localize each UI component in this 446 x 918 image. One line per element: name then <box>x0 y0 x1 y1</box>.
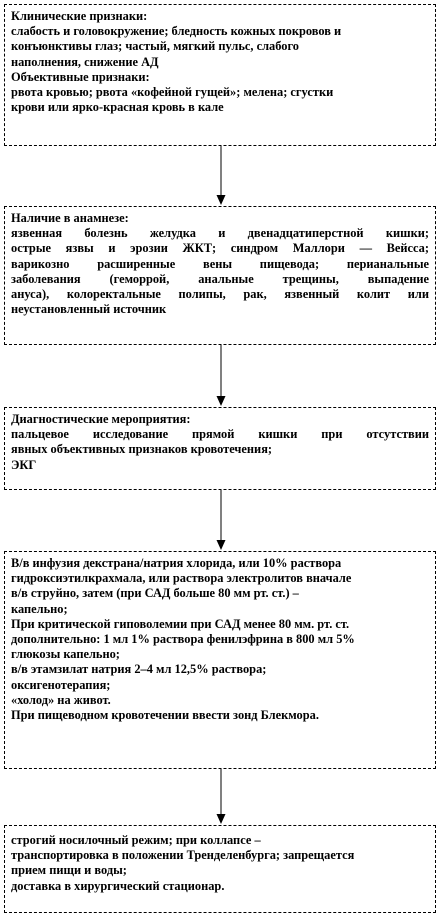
box4-line: капельно; <box>11 601 68 616</box>
box2-line: неустановленный источник <box>11 302 167 317</box>
box2-line: язвенная болезнь желудка и двенадцатиперстной кишки; <box>11 226 429 241</box>
box4-line: При критической гиповолемии при САД менее 80 мм. рт. ст. <box>11 616 350 631</box>
arrow-down-icon <box>213 769 229 825</box>
box4-line: в/в этамзилат натрия 2–4 мл 12,5% раствора; <box>11 662 267 677</box>
arrow-down-icon <box>213 345 229 407</box>
box3-line: ЭКГ <box>11 457 37 472</box>
box5-line: прием пищи и воды; <box>11 863 127 878</box>
box1-heading: Клинические признаки: <box>11 9 148 23</box>
box4-line: В/в инфузия декстрана/натрия хлорида, или 10% раствора <box>11 556 342 570</box>
box5-line: транспортировка в положении Тренделенбурга; запрещается <box>11 848 355 863</box>
box4-line: глюкозы капельно; <box>11 647 120 662</box>
clinical-signs-box <box>4 4 436 146</box>
box4-line: гидроксиэтилкрахмала, или раствора электролитов вначале <box>11 571 352 586</box>
transport-box <box>4 825 436 913</box>
box4-line: При пищеводном кровотечении ввести зонд Блекмора. <box>11 708 319 723</box>
box2-line: варикозно расширенные вены пищевода; перианальные <box>11 256 429 271</box>
diagnostics-box <box>4 407 436 490</box>
box1-line: конъюнктивы глаз; частый, мягкий пульс, слабого <box>11 39 299 54</box>
box4-line: в/в струйно, затем (при САД больше 80 мм рт. ст.) – <box>11 586 299 601</box>
box2-line: ануса), колоректальные полипы, рак, язвенный колит или <box>11 287 429 302</box>
arrow-down-icon <box>213 146 229 206</box>
box4-line: дополнительно: 1 мл 1% раствора фенилэфрина в 800 мл 5% <box>11 632 355 647</box>
box1-line: крови или ярко-красная кровь в кале <box>11 100 224 115</box>
box2-line: острые язвы и эрозии ЖКТ; синдром Маллори — Вейсса; <box>11 241 429 256</box>
box3-line: пальцевое исследование прямой кишки при отсутствии <box>11 427 429 442</box>
box5-line: строгий носилочный режим; при коллапсе – <box>11 833 261 847</box>
box2-line: заболевания (геморрой, анальные трещины, выпадение <box>11 271 429 286</box>
box1-line: наполнения, снижение АД <box>11 54 159 69</box>
box4-line: оксигенотерапия; <box>11 677 111 692</box>
box4-line: «холод» на живот. <box>11 692 111 707</box>
box1-subheading: Объективные признаки: <box>11 69 150 84</box>
box1-line: рвота кровью; рвота «кофейной гущей»; мелена; сгустки <box>11 85 334 100</box>
box5-line: доставка в хирургический стационар. <box>11 878 225 893</box>
box2-heading: Наличие в анамнезе: <box>11 211 129 225</box>
box1-line: слабость и головокружение; бледность кожных покровов и <box>11 24 342 39</box>
box3-line: явных объективных признаков кровотечения; <box>11 442 273 457</box>
box3-heading: Диагностические мероприятия: <box>11 412 191 426</box>
arrow-down-icon <box>213 490 229 551</box>
treatment-box <box>4 551 436 769</box>
anamnesis-box <box>4 206 436 345</box>
